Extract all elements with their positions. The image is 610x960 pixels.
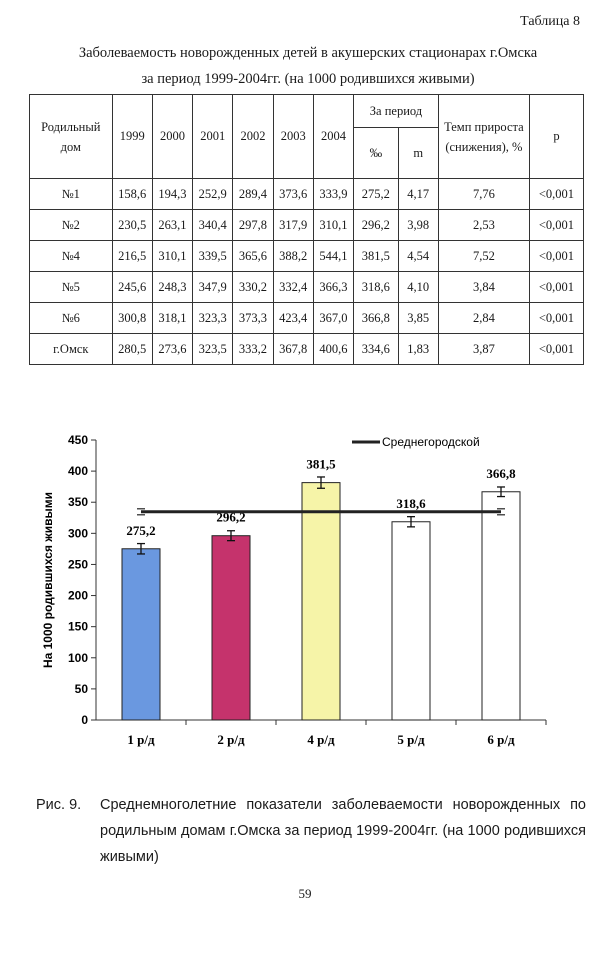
data-label: 381,5 <box>306 456 336 472</box>
y-tick-label: 250 <box>67 557 88 572</box>
m-cell: 4,54 <box>398 241 438 272</box>
y-tick-label: 150 <box>67 619 88 634</box>
year-value-cell: 245,6 <box>112 272 152 303</box>
table-title <box>28 40 588 92</box>
table-row <box>30 241 584 272</box>
category-label: 6 р/д <box>487 732 515 747</box>
header-growth: Темп прироста (снижения), % <box>438 95 529 179</box>
p-cell: <0,001 <box>529 210 583 241</box>
header-period: За период <box>354 95 439 128</box>
y-axis-label: На 1000 родившихся живыми <box>41 491 55 669</box>
year-value-cell: 289,4 <box>233 179 273 210</box>
p-cell: <0,001 <box>529 303 583 334</box>
header-year: 2002 <box>233 95 273 179</box>
table-title-line2: за период 1999-2004гг. (на 1000 родившихся живыми) <box>141 71 475 87</box>
table-label: Таблица 8 <box>520 14 580 29</box>
row-name-cell: г.Омск <box>30 334 113 365</box>
m-cell: 1,83 <box>398 334 438 365</box>
year-value-cell: 332,4 <box>273 272 313 303</box>
y-tick-label: 200 <box>67 588 88 603</box>
y-tick-label: 350 <box>67 495 88 510</box>
year-value-cell: 263,1 <box>152 210 192 241</box>
header-permille: ‰ <box>354 128 398 179</box>
permille-cell: 366,8 <box>354 303 398 334</box>
year-value-cell: 423,4 <box>273 303 313 334</box>
header-year: 2003 <box>273 95 313 179</box>
row-name-cell: №5 <box>30 272 113 303</box>
year-value-cell: 310,1 <box>152 241 192 272</box>
bar <box>302 483 340 720</box>
data-label: 275,2 <box>126 522 156 538</box>
p-cell: <0,001 <box>529 179 583 210</box>
permille-cell: 381,5 <box>354 241 398 272</box>
growth-cell: 7,52 <box>438 241 529 272</box>
year-value-cell: 373,3 <box>233 303 273 334</box>
growth-cell: 2,53 <box>438 210 529 241</box>
figure-caption-text: Среднемноголетние показатели заболеваемости новорожденных по родильным домам г.Омска за период 1999-2004гг. (на 1000 родившихся живыми) <box>100 797 586 865</box>
table-row <box>30 210 584 241</box>
table-row <box>30 303 584 334</box>
year-value-cell: 216,5 <box>112 241 152 272</box>
table-row <box>30 334 584 365</box>
permille-cell: 296,2 <box>354 210 398 241</box>
header-p: p <box>529 95 583 179</box>
table-row <box>30 272 584 303</box>
year-value-cell: 230,5 <box>112 210 152 241</box>
category-label: 5 р/д <box>397 732 425 747</box>
year-value-cell: 367,0 <box>313 303 353 334</box>
y-tick-label: 400 <box>67 464 88 479</box>
m-cell: 3,98 <box>398 210 438 241</box>
m-cell: 3,85 <box>398 303 438 334</box>
year-value-cell: 373,6 <box>273 179 313 210</box>
year-value-cell: 317,9 <box>273 210 313 241</box>
header-year: 2001 <box>193 95 233 179</box>
figure-caption <box>36 792 586 870</box>
category-label: 4 р/д <box>307 732 335 747</box>
year-value-cell: 280,5 <box>112 334 152 365</box>
row-name-cell: №1 <box>30 179 113 210</box>
year-value-cell: 365,6 <box>233 241 273 272</box>
y-tick-label: 0 <box>81 713 88 727</box>
year-value-cell: 248,3 <box>152 272 192 303</box>
year-value-cell: 252,9 <box>193 179 233 210</box>
table-title-line1: Заболеваемость новорожденных детей в акушерских стационарах г.Омска <box>78 45 538 61</box>
year-value-cell: 544,1 <box>313 241 353 272</box>
year-value-cell: 318,1 <box>152 303 192 334</box>
year-value-cell: 300,8 <box>112 303 152 334</box>
y-tick-label: 300 <box>67 526 88 541</box>
year-value-cell: 339,5 <box>193 241 233 272</box>
category-label: 2 р/д <box>217 732 245 747</box>
data-label: 296,2 <box>216 509 246 525</box>
data-label: 366,8 <box>486 465 516 481</box>
row-name-cell: №6 <box>30 303 113 334</box>
year-value-cell: 333,9 <box>313 179 353 210</box>
table-body <box>30 179 584 365</box>
year-value-cell: 400,6 <box>313 334 353 365</box>
table-row <box>30 179 584 210</box>
year-value-cell: 194,3 <box>152 179 192 210</box>
growth-cell: 2,84 <box>438 303 529 334</box>
p-cell: <0,001 <box>529 272 583 303</box>
year-value-cell: 297,8 <box>233 210 273 241</box>
year-value-cell: 158,6 <box>112 179 152 210</box>
row-name-cell: №2 <box>30 210 113 241</box>
year-value-cell: 340,4 <box>193 210 233 241</box>
page-number: 59 <box>298 886 312 901</box>
header-m: m <box>398 128 438 179</box>
header-year: 1999 <box>112 95 152 179</box>
header-year: 2004 <box>313 95 353 179</box>
year-value-cell: 388,2 <box>273 241 313 272</box>
morbidity-bar-chart <box>34 426 574 766</box>
p-cell: <0,001 <box>529 241 583 272</box>
morbidity-table <box>29 94 584 365</box>
year-value-cell: 310,1 <box>313 210 353 241</box>
m-cell: 4,17 <box>398 179 438 210</box>
year-value-cell: 366,3 <box>313 272 353 303</box>
bar <box>122 549 160 720</box>
category-label: 1 р/д <box>127 732 155 747</box>
permille-cell: 275,2 <box>354 179 398 210</box>
header-maternity: Родильный дом <box>30 95 113 179</box>
year-value-cell: 273,6 <box>152 334 192 365</box>
y-tick-label: 50 <box>74 681 88 696</box>
year-value-cell: 367,8 <box>273 334 313 365</box>
year-value-cell: 323,3 <box>193 303 233 334</box>
growth-cell: 3,84 <box>438 272 529 303</box>
permille-cell: 334,6 <box>354 334 398 365</box>
year-value-cell: 330,2 <box>233 272 273 303</box>
permille-cell: 318,6 <box>354 272 398 303</box>
legend-label: Среднегородской <box>382 435 480 449</box>
bar <box>392 522 430 720</box>
m-cell: 4,10 <box>398 272 438 303</box>
year-value-cell: 347,9 <box>193 272 233 303</box>
growth-cell: 3,87 <box>438 334 529 365</box>
bar <box>212 536 250 720</box>
p-cell: <0,001 <box>529 334 583 365</box>
bar <box>482 492 520 720</box>
growth-cell: 7,76 <box>438 179 529 210</box>
row-name-cell: №4 <box>30 241 113 272</box>
figure-label: Рис. 9. <box>36 797 82 813</box>
header-year: 2000 <box>152 95 192 179</box>
y-tick-label: 100 <box>67 650 88 665</box>
year-value-cell: 333,2 <box>233 334 273 365</box>
data-label: 318,6 <box>396 495 426 511</box>
y-tick-label: 450 <box>67 433 88 447</box>
year-value-cell: 323,5 <box>193 334 233 365</box>
